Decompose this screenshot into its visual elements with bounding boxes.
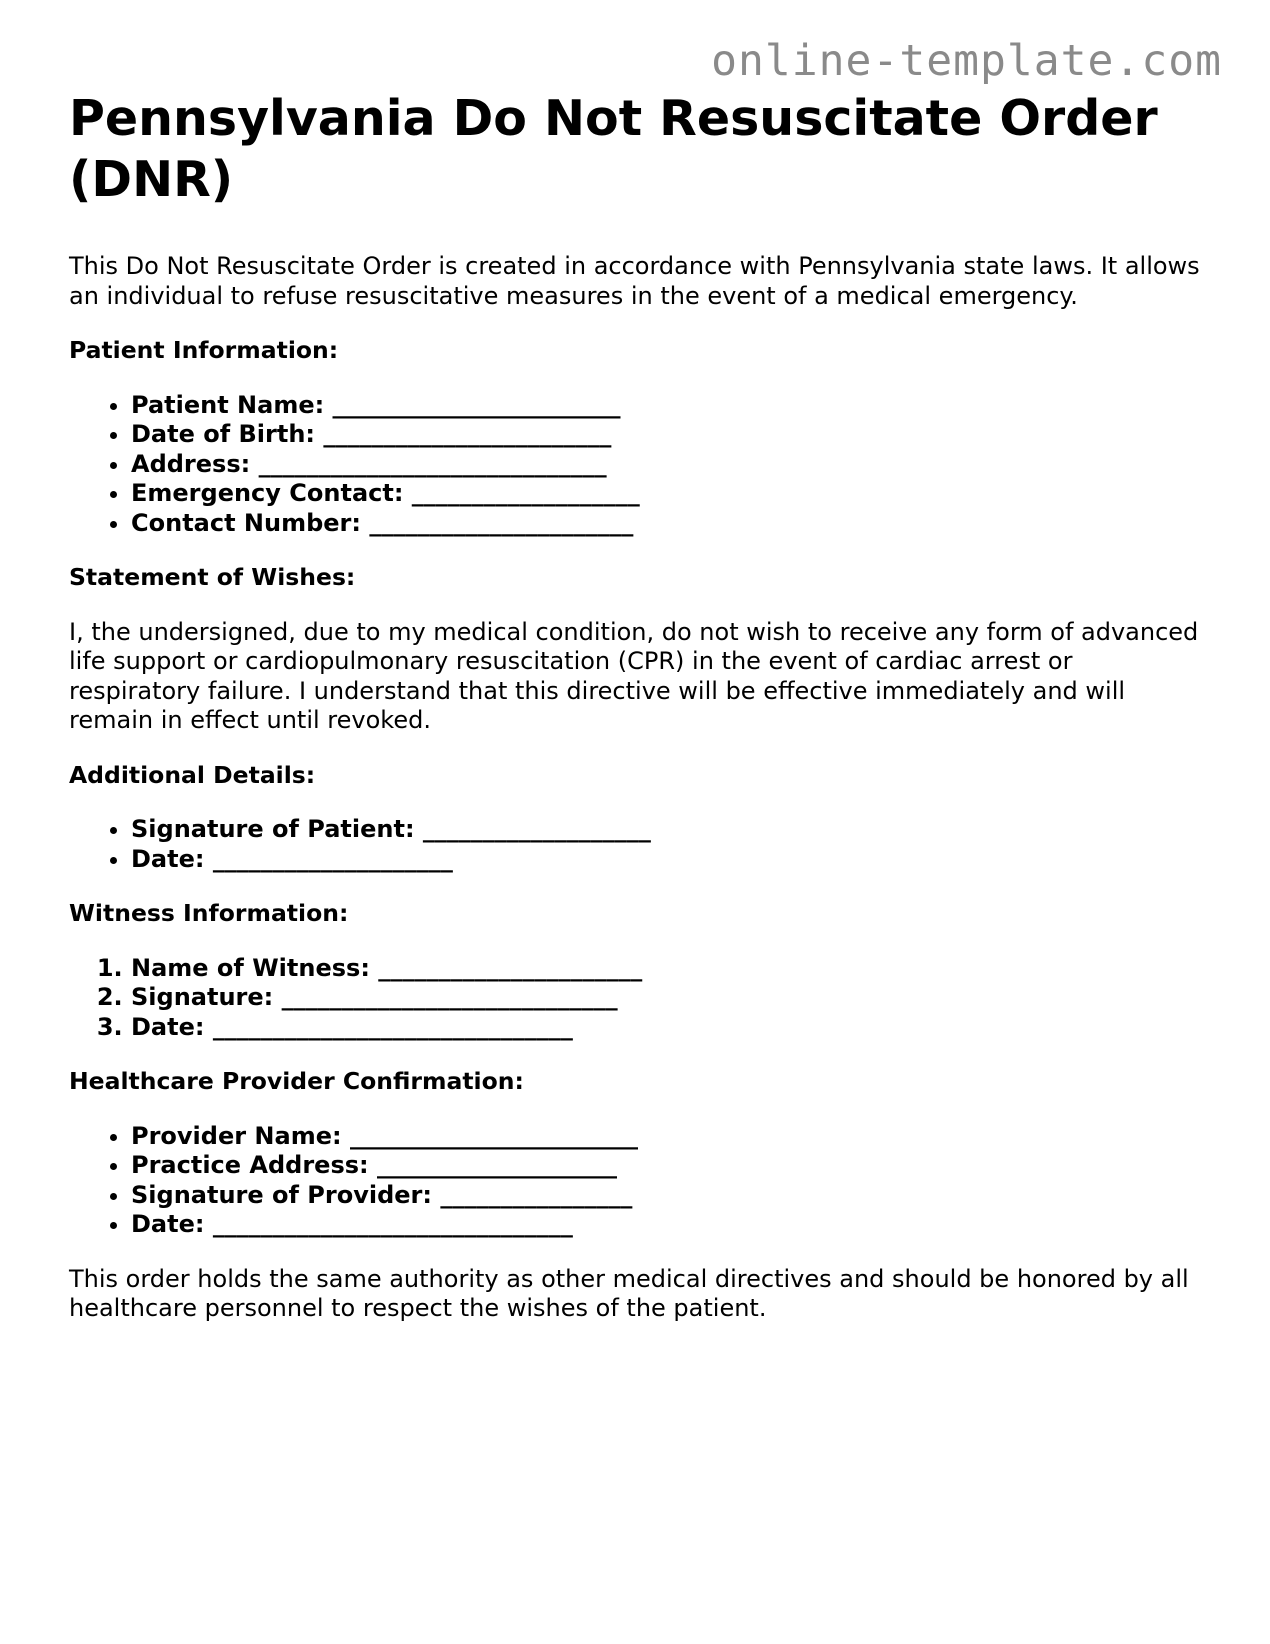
practice-address-field[interactable]: • Practice Address: ____________________ bbox=[131, 1151, 1209, 1181]
intro-paragraph: This Do Not Resuscitate Order is created in accordance with Pennsylvania state laws. It allows an individual to refuse resuscitative measures in the event of a medical emergency. bbox=[69, 252, 1200, 310]
watermark: online-template.com bbox=[711, 36, 1222, 86]
wishes-heading: Statement of Wishes: bbox=[69, 563, 356, 591]
patient-signature-field[interactable]: • Signature of Patient: ___________________ bbox=[131, 815, 1209, 845]
patient-info-list bbox=[69, 391, 1209, 539]
wishes-paragraph: I, the undersigned, due to my medical condition, do not wish to receive any form of advanced life support or cardiopulmonary resuscitation (CPR) in the event of cardiac arrest or respiratory failure. I understand that this directive will be effective immediately and will remain in effect until revoked. bbox=[69, 617, 1199, 734]
document-page bbox=[69, 88, 1209, 1324]
provider-signature-field[interactable]: • Signature of Provider: ________________ bbox=[131, 1181, 1209, 1211]
witness-name-field[interactable]: 1. Name of Witness: ______________________ bbox=[131, 954, 1209, 984]
emergency-contact-field[interactable]: • Emergency Contact: ___________________ bbox=[131, 479, 1209, 509]
contact-number-field[interactable]: • Contact Number: ______________________ bbox=[131, 509, 1209, 539]
closing-paragraph: This order holds the same authority as other medical directives and should be honored by all healthcare personnel to respect the wishes of the patient. bbox=[69, 1264, 1189, 1322]
provider-name-field[interactable]: • Provider Name: ________________________ bbox=[131, 1122, 1209, 1152]
additional-details-list bbox=[69, 815, 1209, 874]
provider-heading: Healthcare Provider Confirmation: bbox=[69, 1067, 524, 1095]
patient-name-field[interactable]: • Patient Name: ________________________ bbox=[131, 391, 1209, 421]
address-field[interactable]: • Address: _____________________________ bbox=[131, 450, 1209, 480]
patient-date-field[interactable]: • Date: ____________________ bbox=[131, 845, 1209, 875]
patient-info-heading: Patient Information: bbox=[69, 336, 339, 364]
witness-list bbox=[69, 954, 1209, 1043]
date-of-birth-field[interactable]: • Date of Birth: ________________________ bbox=[131, 420, 1209, 450]
witness-signature-field[interactable]: 2. Signature: ____________________________ bbox=[131, 983, 1209, 1013]
additional-details-heading: Additional Details: bbox=[69, 760, 316, 789]
provider-list bbox=[69, 1122, 1209, 1240]
witness-date-field[interactable]: 3. Date: ______________________________ bbox=[131, 1013, 1209, 1043]
document-title: Pennsylvania Do Not Resuscitate Order (DNR) bbox=[69, 90, 1158, 208]
provider-date-field[interactable]: • Date: ______________________________ bbox=[131, 1210, 1209, 1240]
witness-heading: Witness Information: bbox=[69, 899, 349, 927]
